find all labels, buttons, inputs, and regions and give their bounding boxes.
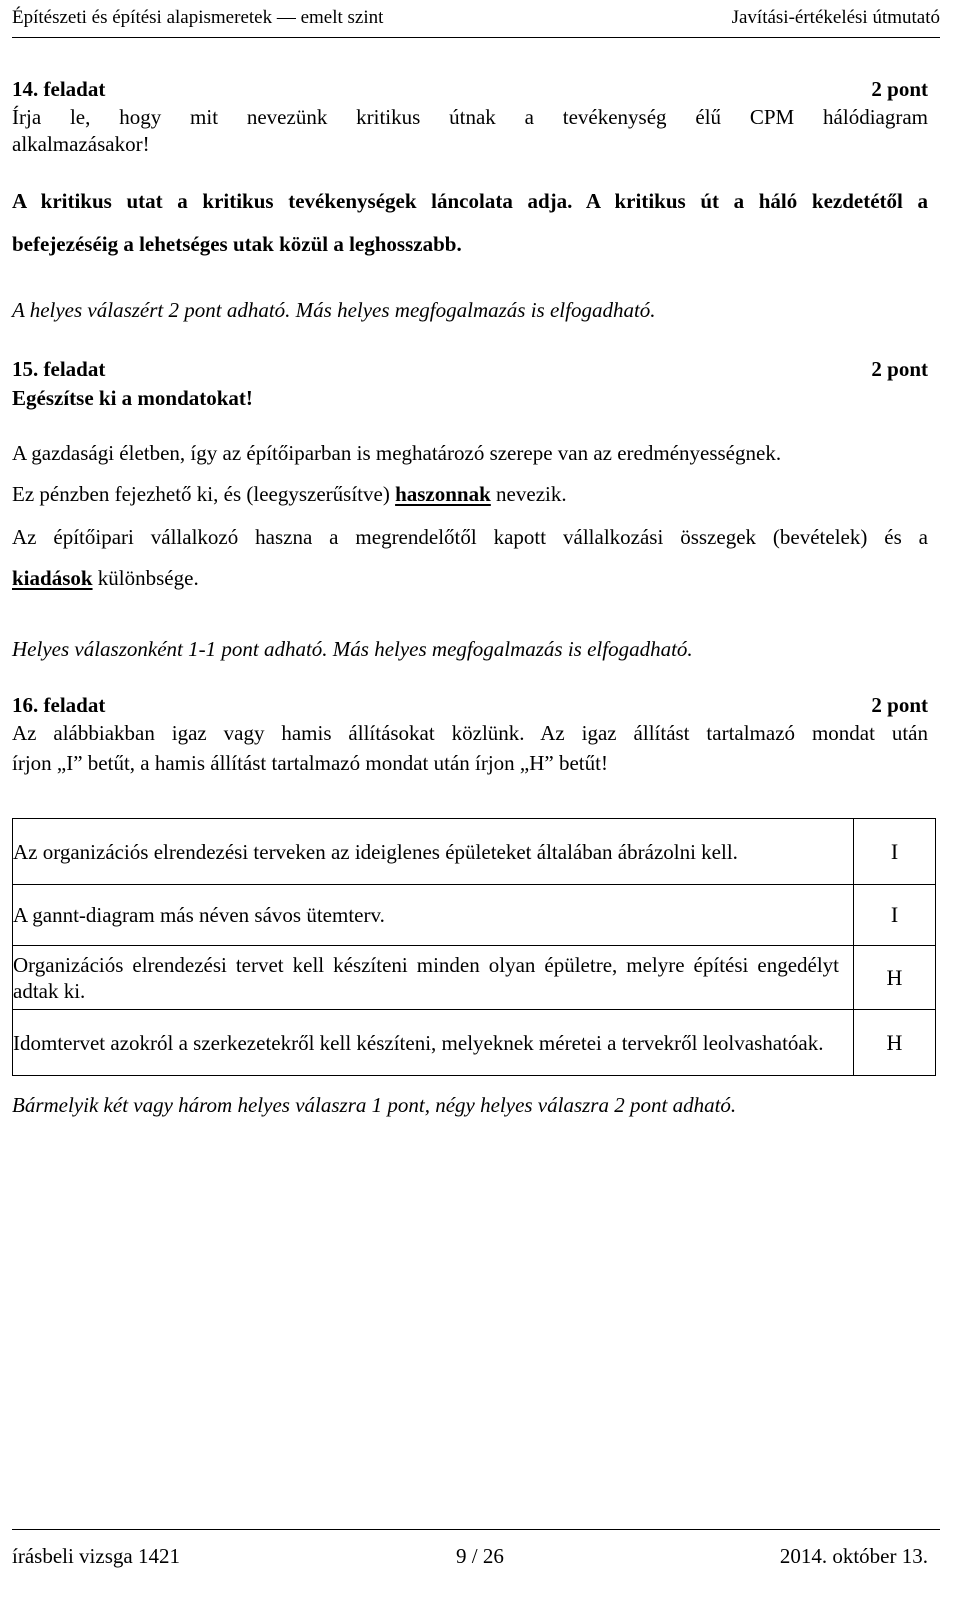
- header-right: Javítási-értékelési útmutató: [731, 7, 940, 28]
- header-left: Építészeti és építési alapismeretek — emelt szint: [12, 7, 384, 28]
- task15-line2: [12, 481, 928, 507]
- statement-cell: [13, 946, 854, 1010]
- task16-question-line1: Az alábbiakban igaz vagy hamis állításokat közlünk. Az igaz állítást tartalmazó mondat után: [12, 721, 928, 745]
- statement-cell: [13, 885, 854, 946]
- task14-answer-line1: A kritikus utat a kritikus tevékenységek láncolata adja. A kritikus út a háló kezdetétől a: [12, 189, 928, 213]
- task15-line2-pre: Ez pénzben fejezhető ki, és (leegyszerűsítve): [12, 482, 396, 506]
- task16-heading: [12, 692, 928, 718]
- task16-scoring: Bármelyik két vagy három helyes válaszra 1 pont, négy helyes válaszra 2 pont adható.: [12, 1093, 737, 1117]
- page-number: 9 / 26: [455, 1544, 504, 1568]
- statement-cell: [13, 1010, 854, 1076]
- task15-scoring: Helyes válaszonként 1-1 pont adható. Más helyes megfogalmazás is elfogadható.: [12, 637, 693, 661]
- task14-answer-line2: befejezéséig a lehetséges utak közül a leghosszabb.: [12, 232, 462, 256]
- task15-question: Egészítse ki a mondatokat!: [12, 386, 253, 410]
- task15-title: 15. feladat: [12, 357, 106, 381]
- task15-line4: [12, 565, 928, 591]
- task15-answer-haszonnak: haszonnak: [395, 482, 491, 506]
- table-row: [13, 885, 936, 946]
- statement-text: A gannt-diagram más néven sávos ütemterv.: [13, 903, 385, 927]
- answer-cell: I: [854, 819, 936, 885]
- table-row: [13, 946, 936, 1010]
- footer-left: írásbeli vizsga 1421: [12, 1544, 180, 1568]
- task16-title: 16. feladat: [12, 693, 106, 717]
- task14-scoring: A helyes válaszért 2 pont adható. Más helyes megfogalmazás is elfogadható.: [12, 298, 656, 322]
- page-footer: [12, 1543, 928, 1569]
- statement-cell: [13, 819, 854, 885]
- task15-heading: [12, 356, 928, 382]
- table-row: [13, 1010, 936, 1076]
- footer-rule: [12, 1529, 940, 1530]
- task15-line2-post: nevezik.: [490, 482, 567, 506]
- answer-cell: H: [854, 1010, 936, 1076]
- footer-date: 2014. október 13.: [779, 1544, 928, 1568]
- header-rule: [12, 37, 940, 38]
- page-header: [12, 6, 940, 30]
- task15-line1: A gazdasági életben, így az építőiparban is meghatározó szerepe van az eredményességnek.: [12, 441, 782, 465]
- task14-question-line2: alkalmazásakor!: [12, 132, 150, 156]
- true-false-table: [12, 818, 936, 1076]
- task16-points: 2 pont: [871, 693, 928, 717]
- table-row: [13, 819, 936, 885]
- statement-text: Organizációs elrendezési tervet kell készíteni minden olyan épületre, melyre építési engedélyt adtak ki.: [13, 952, 839, 1003]
- statement-text: Idomtervet azokról a szerkezetekről kell készíteni, melyeknek méretei a tervekről leolvashatóak.: [13, 1030, 824, 1055]
- task14-points: 2 pont: [871, 77, 928, 101]
- answer-cell: I: [854, 885, 936, 946]
- task14-question-line1: Írja le, hogy mit nevezünk kritikus útnak a tevékenység élű CPM hálódiagram: [12, 105, 928, 129]
- task15-line4-post: különbsége.: [92, 566, 199, 590]
- task15-answer-kiadasok: kiadások: [12, 566, 93, 590]
- task15-points: 2 pont: [871, 357, 928, 381]
- statement-text: Az organizációs elrendezési terveken az ideiglenes épületeket általában ábrázolni kell.: [13, 839, 738, 864]
- task15-line3: Az építőipari vállalkozó haszna a megrendelőtől kapott vállalkozási összegek (bevételek) és a: [12, 525, 928, 549]
- task14-heading: [12, 76, 928, 102]
- answer-cell: H: [854, 946, 936, 1010]
- task16-question-line2: írjon „I” betűt, a hamis állítást tartalmazó mondat után írjon „H” betűt!: [12, 751, 608, 775]
- task14-title: 14. feladat: [12, 77, 106, 101]
